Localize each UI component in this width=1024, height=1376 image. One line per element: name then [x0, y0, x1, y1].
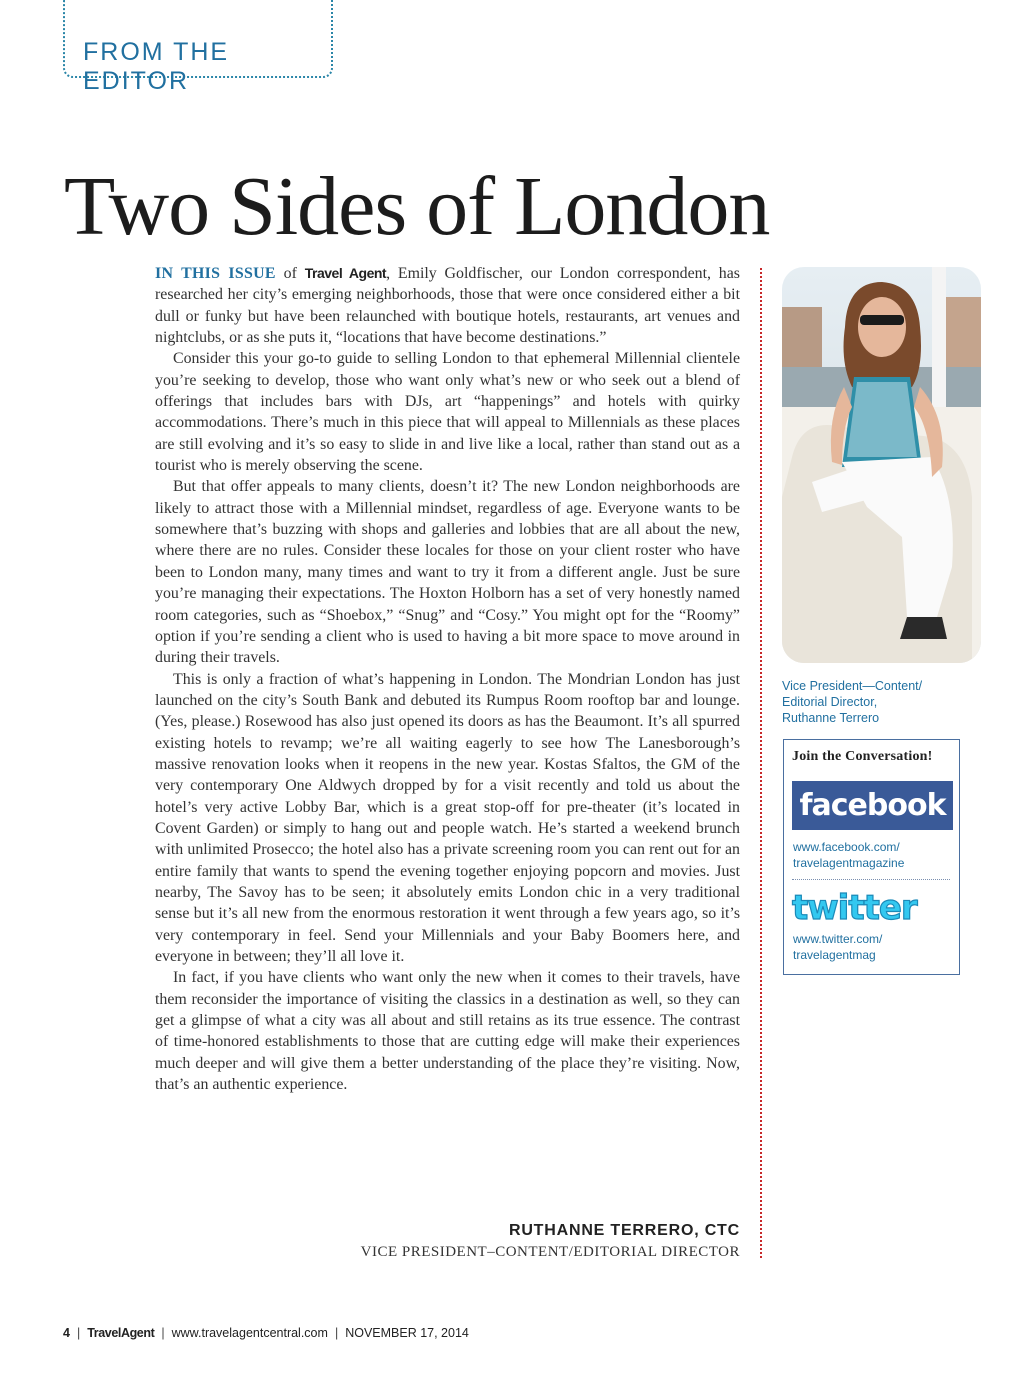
- page-number: 4: [63, 1326, 70, 1340]
- twitter-logo[interactable]: twitter: [792, 888, 917, 928]
- article-body: [155, 263, 740, 1095]
- paragraph-1-text: , Emily Goldfischer, our London correspondent, has researched her city’s emerging neighborhoods, those that were once considered either a bit dull or funky but have been relaunched with boutique hotels, restaurants, art venues and nightclubs, or as she puts it, “locations that have become destinations.”: [155, 265, 740, 347]
- footer-website[interactable]: www.travelagentcentral.com: [171, 1326, 328, 1340]
- facebook-link[interactable]: [793, 839, 904, 871]
- section-label-tab: [63, 0, 333, 95]
- column-divider: [760, 268, 762, 1258]
- facebook-url-line: travelagentmagazine: [793, 856, 905, 870]
- caption-line: Ruthanne Terrero: [782, 711, 880, 725]
- twitter-url-line: www.twitter.com/: [793, 932, 883, 946]
- signature-title: VICE PRESIDENT–CONTENT/EDITORIAL DIRECTOR: [360, 1244, 740, 1260]
- article-paragraph: [155, 263, 740, 348]
- caption-line: Editorial Director,: [782, 695, 878, 709]
- facebook-url-line: www.facebook.com/: [793, 840, 900, 854]
- lead-of: of: [275, 265, 305, 282]
- photo-caption: [782, 678, 922, 726]
- caption-line: Vice President—Content/: [782, 679, 923, 693]
- section-label: FROM THE EDITOR: [83, 38, 230, 95]
- twitter-url-line: travelagentmag: [793, 948, 876, 962]
- social-heading: Join the Conversation!: [792, 749, 933, 764]
- page-footer: 4 | TravelAgent | www.travelagentcentral.com | NOVEMBER 17, 2014: [63, 1326, 469, 1340]
- social-divider: [792, 879, 950, 880]
- facebook-logo[interactable]: facebook: [792, 781, 953, 830]
- editor-photo: [782, 267, 981, 663]
- twitter-link[interactable]: [793, 931, 882, 963]
- article-paragraph: But that offer appeals to many clients, doesn’t it? The new London neighborhoods are likely to attract those with a Millennial mindset, regardless of age. Everyone wants to be somewhere that’s buzzing with shops and galleries and lobbies that are all about the new, where there are no rules. Consider these locales for those on your client roster who have been to London many, many times and want to try it from a different angle. Just be sure you’re managing their expectations. The Hoxton Holborn has a set of very honestly named room categories, such as “Shoebox,” “Snug” and “Cosy.” You might opt for the “Roomy” option if you’re sending a client who is used to having a bit more space to move around in during their travels.: [155, 478, 740, 667]
- signature-name: RUTHANNE TERRERO, CTC: [508, 1222, 740, 1239]
- social-box: [783, 739, 960, 975]
- article-paragraph: In fact, if you have clients who want only the new when it comes to their travels, have them reconsider the importance of visiting the classics in a destination as well, so they can get a glimpse of what a city was all about and still retains as its true essence. The contrast of time-honored establishments to those that are cutting edge will make their experiences much deeper and will give them a better understanding of the place they’re visiting. Now, that’s an authentic experience.: [155, 969, 740, 1094]
- article-paragraph: This is only a fraction of what’s happening in London. The Mondrian London has just launched on the city’s South Bank and debuted its Rumpus Room rooftop bar and lounge. (Yes, please.) Rosewood has also just opened its doors as has the Beaumont. It’s all spurred existing hotels to revamp; we’re all waiting eagerly to see how The Lanesborough’s massive renovation looks when it reopens in the new year. Kostas Sfaltos, the GM of the very contemporary One Aldwych dropped by for a visit recently and told us about the hotel’s very active Lobby Bar, which is a great stop-off for pre-theater (it’s located in Covent Garden) or simply to hang out and people watch. He’s started a weekend brunch with unlimited Prosecco; the hotel also has a private screening room you can rent out for an entire family that wants to spend the evening together enjoying popcorn and movies. Just nearby, The Savoy has to be seen; it absolutely emits London chic in a very traditional sense but it’s all new from the enormous restoration it went through a few years ago, so it’s very contemporary in feel. Send your Millennials and your Baby Boomers here, and everyone in between; they’ll all love it.: [155, 670, 740, 965]
- footer-brand: TravelAgent: [87, 1326, 155, 1340]
- lead-in: IN THIS ISSUE: [155, 265, 276, 282]
- article-paragraph: Consider this your go-to guide to selling London to that ephemeral Millennial clientele you’re seeking to develop, those who want only what’s new or who seek out a blend of offerings that includes bars with DJs, art “happenings” and hotels with quirky accommodations. There’s much in this piece that will appeal to Millennials as these places are still evolving and it’s so easy to slide in and live like a local, rather than stand out as a tourist who is merely observing the scene.: [155, 350, 740, 475]
- inline-brand: Travel Agent: [304, 265, 387, 281]
- headline: Two Sides of London: [64, 160, 770, 253]
- footer-date: NOVEMBER 17, 2014: [345, 1326, 469, 1340]
